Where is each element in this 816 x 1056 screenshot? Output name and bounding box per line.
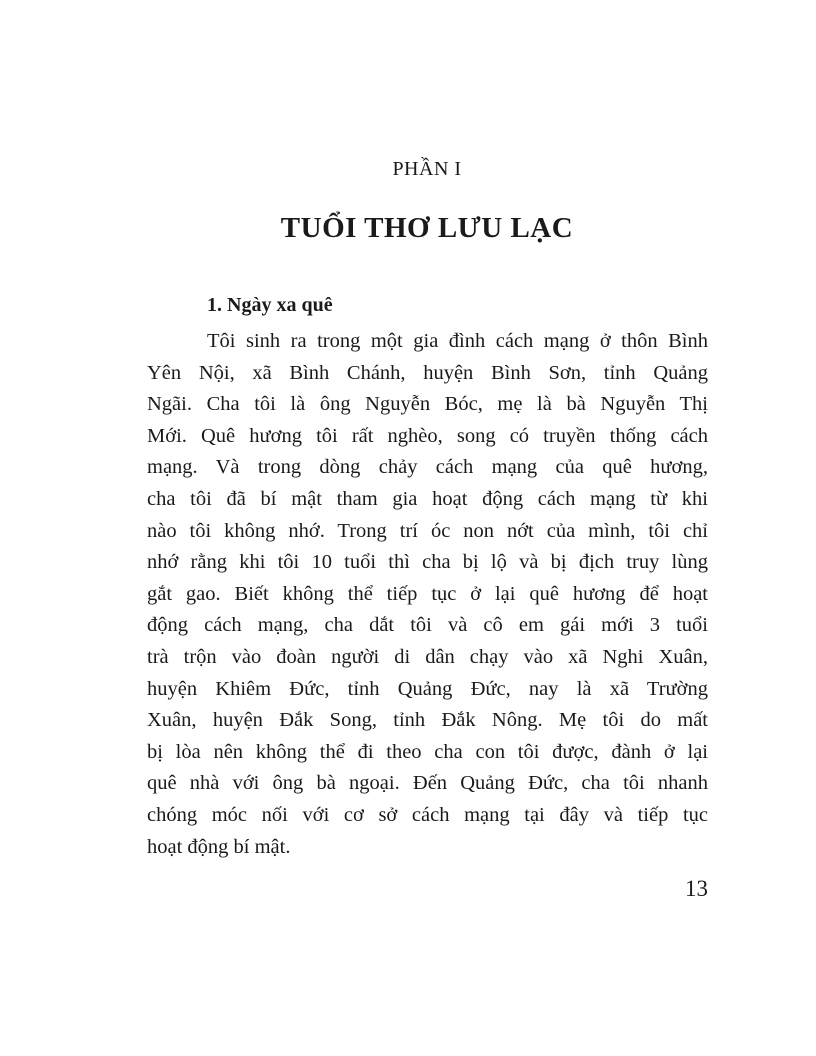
paragraph-line: Yên Nội, xã Bình Chánh, huyện Bình Sơn, tỉnh Quảng [147, 361, 708, 384]
paragraph-line: chóng móc nối với cơ sở cách mạng tại đây và tiếp tục [147, 803, 708, 826]
paragraph-line: Xuân, huyện Đắk Song, tỉnh Đắk Nông. Mẹ tôi do mất [147, 709, 708, 732]
paragraph-line: Ngãi. Cha tôi là ông Nguyễn Bóc, mẹ là bà Nguyễn Thị [147, 393, 708, 416]
paragraph-line: huyện Khiêm Đức, tỉnh Quảng Đức, nay là xã Trường [147, 677, 708, 700]
paragraph-line: Tôi sinh ra trong một gia đình cách mạng ở thôn Bình [207, 330, 708, 352]
paragraph-line: nào tôi không nhớ. Trong trí óc non nớt của mình, tôi chỉ [147, 519, 708, 542]
chapter-title: TUỔI THƠ LƯU LẠC [280, 212, 574, 244]
paragraph-line: bị lòa nên không thể đi theo cha con tôi được, đành ở lại [147, 740, 708, 763]
page-number: 13 [685, 876, 708, 901]
section-heading: 1. Ngày xa quê [207, 294, 333, 316]
paragraph-line: mạng. Và trong dòng chảy cách mạng của quê hương, [147, 456, 708, 479]
paragraph-line: gắt gao. Biết không thể tiếp tục ở lại quê hương để hoạt [147, 582, 708, 605]
paragraph-line: Mới. Quê hương tôi rất nghèo, song có truyền thống cách [147, 424, 708, 447]
part-label: PHẦN I [392, 158, 462, 180]
paragraph-line: trà trộn vào đoàn người di dân chạy vào xã Nghi Xuân, [147, 645, 708, 668]
paragraph-line: nhớ rằng khi tôi 10 tuổi thì cha bị lộ và bị địch truy lùng [147, 551, 708, 574]
paragraph-line: hoạt động bí mật. [147, 835, 291, 858]
paragraph-line: động cách mạng, cha dắt tôi và cô em gái mới 3 tuổi [147, 614, 708, 637]
body-paragraph [147, 326, 708, 863]
paragraph-line: cha tôi đã bí mật tham gia hoạt động cách mạng từ khi [147, 487, 708, 510]
paragraph-line: quê nhà với ông bà ngoại. Đến Quảng Đức, cha tôi nhanh [147, 772, 708, 795]
